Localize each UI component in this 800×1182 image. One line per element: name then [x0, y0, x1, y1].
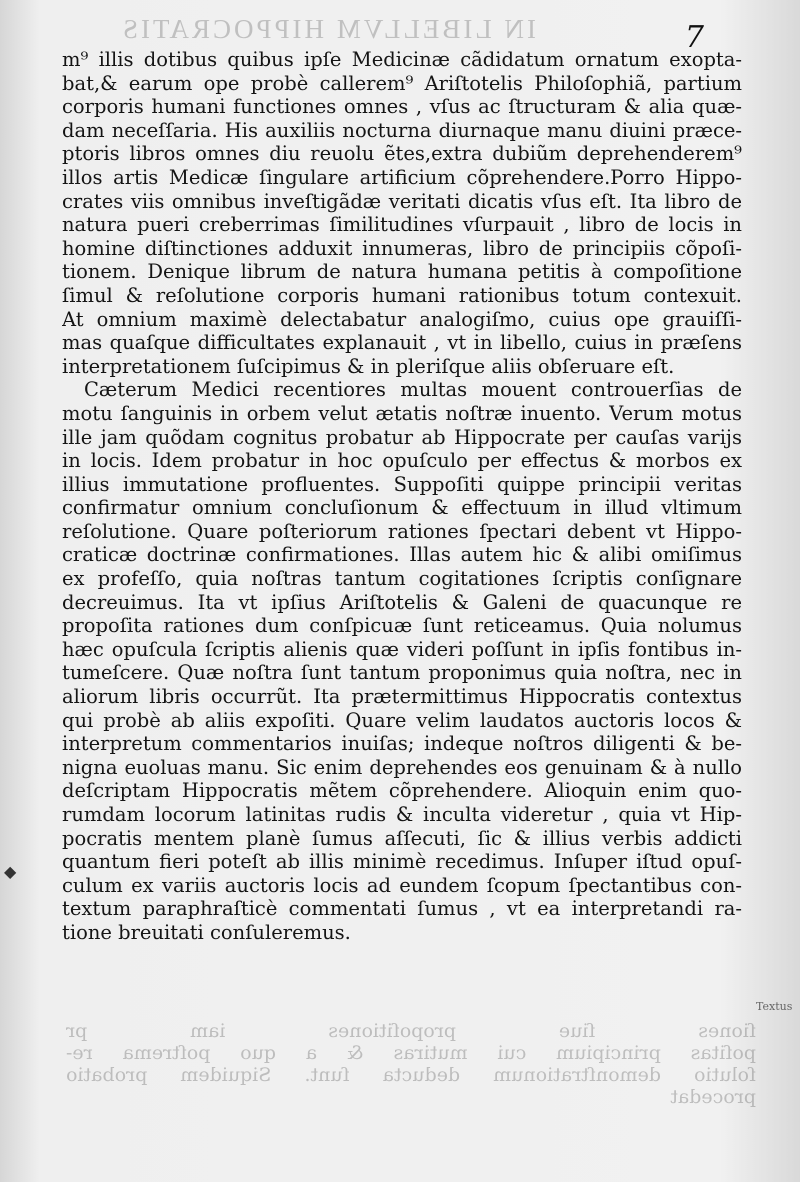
text-line: tumeſcere. Quæ noſtra ſunt tantum proponimus quia noſtra, nec in [62, 661, 742, 685]
text-line: mas quaſque difficultates explanauit , vt in libello, cuius in præſens [62, 331, 742, 355]
text-line: quantum fieri poteſt ab illis minimè recedimus. Inſuper iſtud opuſ- [62, 850, 742, 874]
text-line: interpretum commentarios inuiſas; indeque noſtros diligenti & be- [62, 732, 742, 756]
bleed-line: poſitas principium cui mutiras & a quo poſtrema re- [66, 1042, 756, 1064]
text-line: homine diſtinctiones adduxit innumeras, libro de principiis cõpoſi- [62, 236, 742, 260]
text-line: illius immutatione profluentes. Suppoſiti quippe principii veritas [62, 472, 742, 496]
text-line: reſolutione. Quare poſteriorum rationes ſpectari debent vt Hippo- [62, 519, 742, 543]
text-line: interpretationem ſuſcipimus & in pleriſque aliis obſeruare eſt. [62, 354, 675, 378]
text-line: rumdam locorum latinitas rudis & inculta videretur , quia vt Hip- [62, 803, 742, 826]
text-line: tione breuitati conſuleremus. [62, 920, 351, 944]
text-line: aliorum libris occurrũt. Ita prætermittimus Hippocratis contextus [62, 685, 742, 709]
text-line: decreuimus. Ita vt ipſius Ariſtotelis & Galeni de quacunque re [62, 590, 742, 614]
text-line: motu ſanguinis in orbem velut ætatis noſtræ inuento. Verum motus [62, 401, 742, 425]
text-line: ille jam quõdam cognitus probatur ab Hippocrate per cauſas varijs [62, 425, 742, 449]
page-number: 7 [684, 20, 704, 55]
text-line: qui probè ab aliis expoſiti. Quare velim laudatos auctoris locos & [62, 708, 742, 732]
text-line: ptoris libros omnes diu reuolu ẽtes,extra dubiũm deprehenderem⁹ [62, 142, 742, 166]
text-line: hæc opuſcula ſcriptis alienis quæ videri poſſunt in ipſis fontibus in- [62, 637, 742, 661]
text-line: craticæ doctrinæ confirmationes. Illas autem hic & alibi omiſimus [62, 543, 742, 567]
text-line: textum paraphraſticè commentati ſumus , vt ea interpretandi ra- [62, 897, 742, 921]
text-line: dam neceſſaria. His auxiliis nocturna diurnaque manu diuini præce- [62, 118, 742, 142]
text-line: crates viis omnibus inveſtigãdæ veritati dicatis vſus eſt. Ita libro de [62, 189, 742, 213]
text-line: natura pueri creberrimas ſimilitudines vſurpauit , libro de locis in [62, 213, 742, 237]
text-line: confirmatur omnium concluſionum & effectuum in illud vltimum [62, 496, 742, 520]
text-line: pocratis mentem planè ſumus aſſecuti, ſic & illius verbis addicti [62, 826, 742, 850]
bleed-line: ſolutio demonſtrationum deducta ſunt. Siquidem probatio [66, 1064, 756, 1086]
text-line: m⁹ illis dotibus quibus ipſe Medicinæ cãdidatum ornatum exopta- [62, 48, 742, 71]
text-line: illos artis Medicæ ſingulare artificium cõprehendere.Porro Hippo- [62, 165, 742, 189]
text-line: tionem. Denique librum de natura humana petitis à compoſitione [62, 260, 742, 284]
text-line: in locis. Idem probatur in hoc opuſculo per effectus & morbos ex [62, 449, 742, 473]
bleed-through-text [66, 1020, 756, 1108]
paragraph-start-line: Cæterum Medici recentiores multas mouent controuerſias de [84, 378, 742, 402]
text-line: corporis humani functiones omnes , vſus ac ſtructuram & alia quæ- [62, 95, 742, 119]
text-line: deſcriptam Hippocratis mẽtem cõprehendere. Alioquin enim quo- [62, 779, 742, 803]
text-line: nigna euoluas manu. Sic enim deprehendes eos genuinam & à nullo [62, 755, 742, 779]
margin-mark-icon: ◆ [4, 862, 17, 881]
bleed-line: ſiones ſiue propoſitiones iam pr [66, 1020, 756, 1042]
text-line: ſimul & reſolutione corporis humani rationibus totum contexuit. [62, 283, 742, 307]
main-text-block [62, 48, 742, 945]
text-line: ex profeſſo, quia noſtras tantum cogitationes ſcriptis conſignare [62, 567, 742, 591]
text-line: At omnium maximè delectabatur analogiſmo, cuius ope grauiſſi- [62, 307, 742, 331]
text-line: propoſita rationes dum conſpicuæ ſunt reticeamus. Quia nolumus [62, 614, 742, 638]
text-line: bat,& earum ope probè callerem⁹ Ariſtotelis Philoſophiã, partium [62, 71, 742, 95]
bleed-line: procedat [670, 1086, 756, 1108]
text-line: culum ex variis auctoris locis ad eundem ſcopum ſpectantibus con- [62, 873, 742, 897]
running-title-bleed-through: IN LIBELLVM HIPPOCRATIS [120, 14, 537, 44]
margin-note: Textus [756, 1000, 793, 1013]
